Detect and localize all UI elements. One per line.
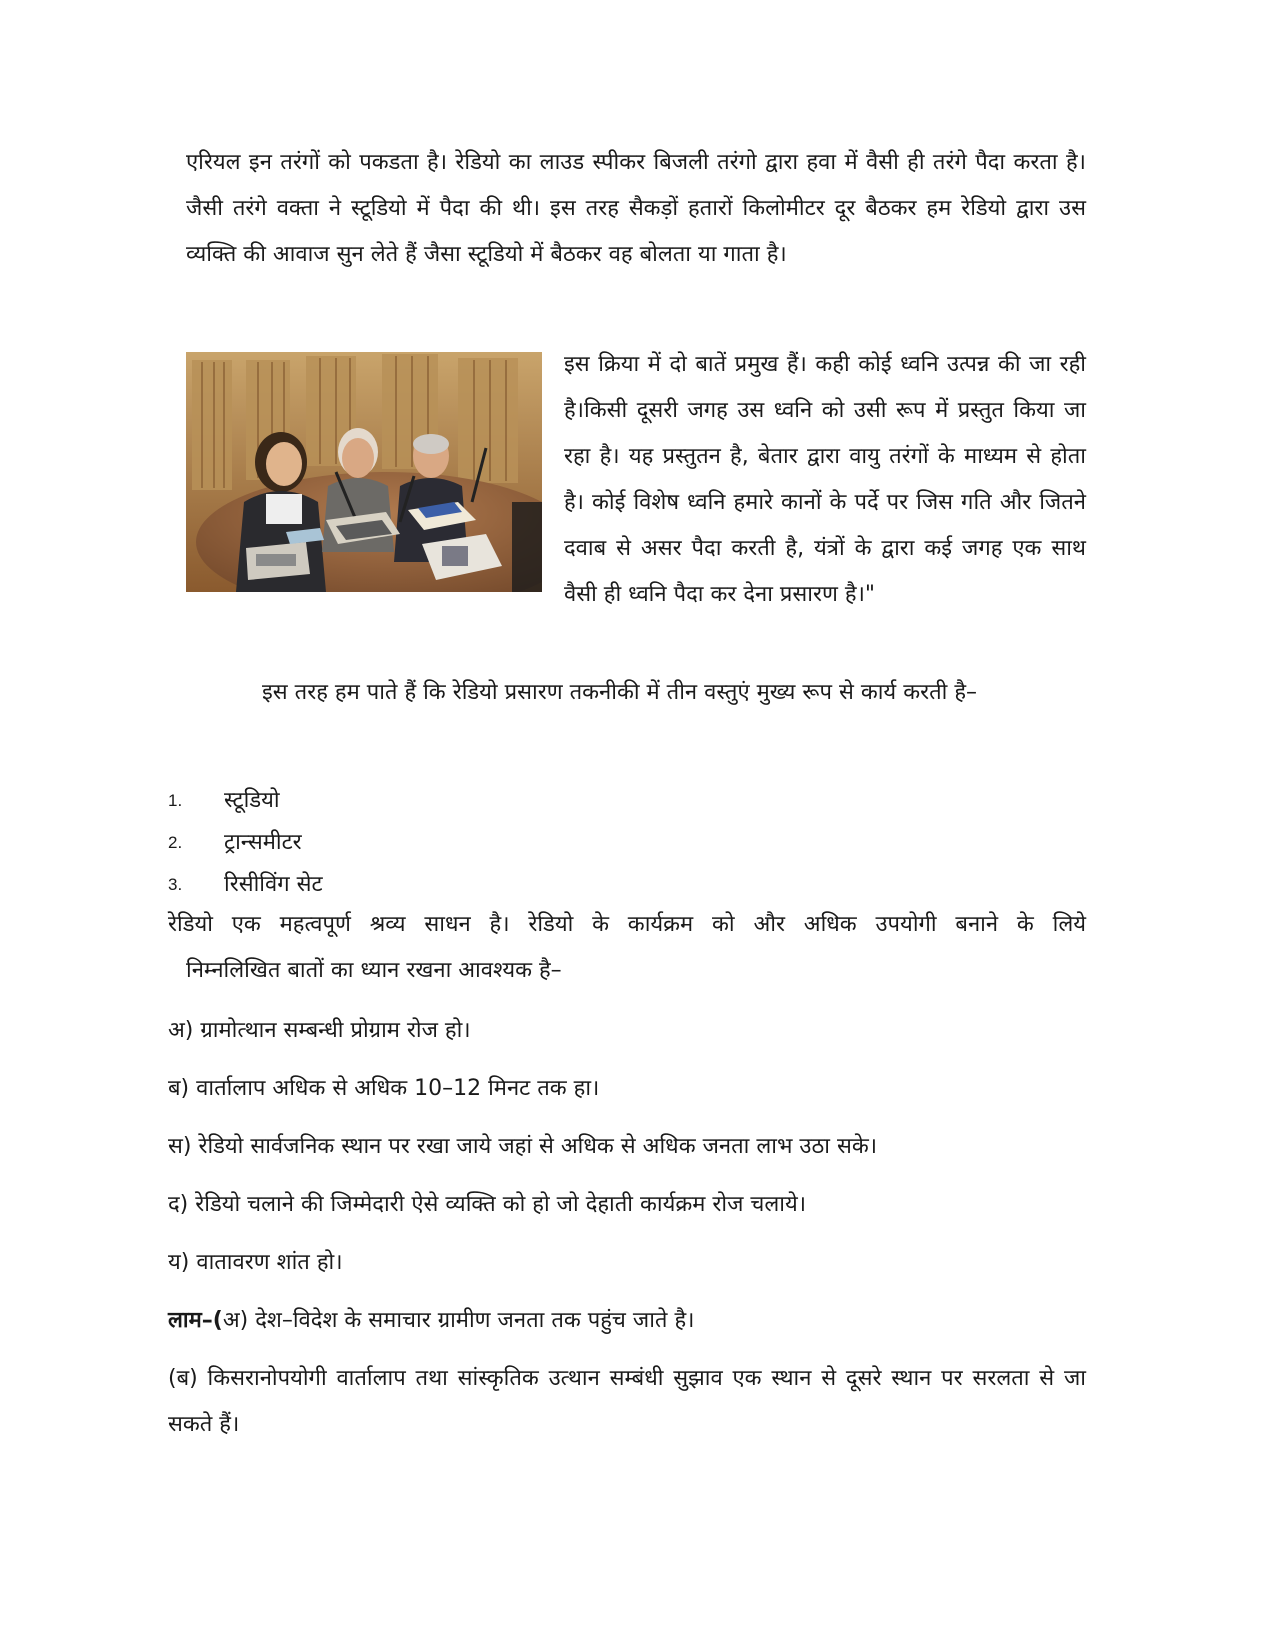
list-text: रिसीविंग सेट xyxy=(224,872,323,897)
list-number: 3. xyxy=(168,875,183,894)
studio-photo-illustration xyxy=(186,352,542,592)
paragraph-2: इस क्रिया में दो बातें प्रमुख हैं। कही कोई ध्वनि उत्पन्न की जा रही है।किसी दूसरी जगह उस ध्वनि को उसी रूप में प्रस्तुत किया जा रहा है। यह प्रस्तुतन है, बेतार द्वारा वायु तरंगों के माध्यम से होता है। कोई विशेष ध्वनि हमारे कानों के पर्दे पर जिस गति और जितने दवाब से असर पैदा करती है, यंत्रों के द्वारा कई जगह एक साथ वैसी ही ध्वनि पैदा कर देना प्रसारण है।" xyxy=(564,352,1086,607)
paragraph-4-line-2: निम्नलिखित बातों का ध्यान रखना आवश्यक है– xyxy=(186,958,562,983)
list-text: ट्रान्समीटर xyxy=(224,830,302,855)
list-text: स्टूडियो xyxy=(224,788,280,813)
radio-studio-photo xyxy=(186,352,542,592)
components-list xyxy=(168,780,323,906)
paragraph-4 xyxy=(168,902,1086,994)
list-item xyxy=(168,864,323,906)
point-a: अ) ग्रामोत्थान सम्बन्धी प्रोग्राम रोज हो। xyxy=(168,1018,471,1043)
benefits-first xyxy=(168,1298,1086,1344)
list-number: 2. xyxy=(168,833,183,852)
list-item xyxy=(168,822,323,864)
point-d: द) रेडियो चलाने की जिम्मेदारी ऐसे व्यक्ति को हो जो देहाती कार्यक्रम रोज चलाये। xyxy=(168,1192,807,1217)
list-number: 1. xyxy=(168,791,183,810)
point-b: ब) वार्तालाप अधिक से अधिक 10–12 मिनट तक हा। xyxy=(168,1076,600,1101)
paragraph-3: इस तरह हम पाते हैं कि रेडियो प्रसारण तकनीकी में तीन वस्तुएं मुख्य रूप से कार्य करती है– xyxy=(262,680,977,705)
point-e: य) वातावरण शांत हो। xyxy=(168,1250,343,1275)
list-item xyxy=(168,780,323,822)
paragraph-1: एरियल इन तरंगों को पकडता है। रेडियो का लाउड स्पीकर बिजली तरंगो द्वारा हवा में वैसी ही तरंगे पैदा करता है। जैसी तरंगे वक्ता ने स्टूडियो में पैदा की थी। इस तरह सैकड़ों हतारों किलोमीटर दूर बैठकर हम रेडियो द्वारा उस व्यक्ति की आवाज सुन लेते हैं जैसा स्टूडियो में बैठकर वह बोलता या गाता है। xyxy=(186,150,1086,267)
paragraph-4-line-1: रेडियो एक महत्वपूर्ण श्रव्य साधन है। रेडियो के कार्यक्रम को और अधिक उपयोगी बनाने के लिये xyxy=(168,912,1086,937)
benefits-second: (ब) किसरानोपयोगी वार्तालाप तथा सांस्कृतिक उत्थान सम्बंधी सुझाव एक स्थान से दूसरे स्थान पर सरलता से जा सकते हैं। xyxy=(168,1366,1086,1437)
point-c: स) रेडियो सार्वजनिक स्थान पर रखा जाये जहां से अधिक से अधिक जनता लाभ उठा सके। xyxy=(168,1134,878,1159)
benefits-label: लाम–( xyxy=(168,1308,223,1333)
paragraph-2-block xyxy=(186,342,1086,618)
benefits-first-text: अ) देश–विदेश के समाचार ग्रामीण जनता तक पहुंच जाते है। xyxy=(222,1308,695,1333)
